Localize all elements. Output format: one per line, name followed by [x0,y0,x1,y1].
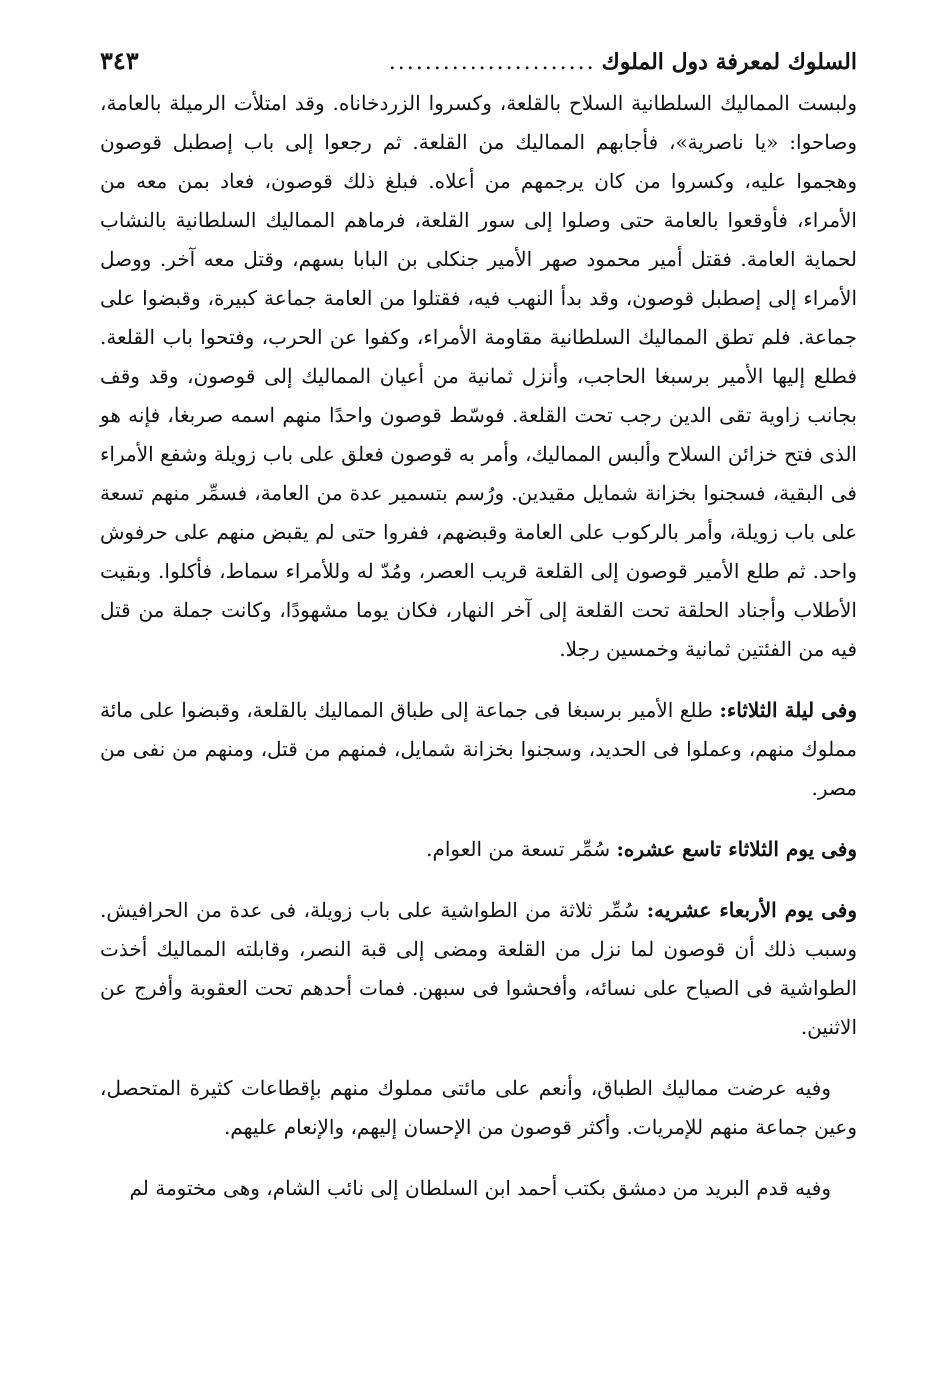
header-leader-dots: ....................... [388,50,596,75]
book-title: السلوك لمعرفة دول الملوك [601,49,857,75]
paragraph [100,691,857,808]
paragraph [100,830,857,869]
paragraph-text: طلع الأمير برسبغا فى جماعة إلى طباق المماليك بالقلعة، وقبضوا على مائة مملوك منهم، وعملوا فى الحديد، وسجنوا بخزانة شمايل، فمنهم من قتل، ومنهم من نفى من مصر. [100,698,857,800]
paragraph [100,1069,857,1147]
paragraph-text: ولبست المماليك السلطانية السلاح بالقلعة، وكسروا الزردخاناه. وقد امتلأت الرميلة بالعامة، وصاحوا: «يا ناصرية»، فأجابهم المماليك من القلعة. ثم رجعوا إلى باب إصطبل قوصون وهجموا عليه، وكسروا من كان يرجمهم من أعلاه. فبلغ ذلك قوصون، فعاد بمن معه من الأمراء، فأوقعوا بالعامة حتى وصلوا إلى سور القلعة، فرماهم المماليك السلطانية بالنشاب لحماية العامة. فقتل أمير محمود صهر الأمير جنكلى بن البابا بسهم، وقتل معه آخر. ووصل الأمراء إلى إصطبل قوصون، وقد بدأ النهب فيه، فقتلوا من العامة جماعة كبيرة، وقبضوا على جماعة. فلم تطق المماليك السلطانية مقاومة الأمراء، وكفوا عن الحرب، وفتحوا باب القلعة. فطلع إليها الأمير برسبغا الحاجب، وأنزل ثمانية من أعيان المماليك إلى قوصون، وقد وقف بجانب زاوية تقى الدين رجب تحت القلعة. فوسّط قوصون واحدًا منهم اسمه صربغا، فإنه هو الذى فتح خزائن السلاح وألبس المماليك، وأمر به قوصون فعلق على باب زويلة وشفع الأمراء فى البقية، فسجنوا بخزانة شمايل مقيدين. ورُسم بتسمير عدة من العامة، فسمِّر منهم تسعة على باب زويلة، وأمر بالركوب على العامة وقبضهم، ففروا حتى لم يقبض منهم على حرفوش واحد. ثم طلع الأمير قوصون إلى القلعة قريب العصر، ومُدّ له وللأمراء سماط، فأكلوا. وبقيت الأطلاب وأجناد الحلقة تحت القلعة إلى آخر النهار، فكان يوما مشهودًا، وكانت جملة من قتل فيه من الفئتين ثمانية وخمسين رجلا. [100,91,858,661]
paragraph [100,84,857,669]
paragraph-text: سُمِّر ثلاثة من الطواشية على باب زويلة، فى عدة من الحرافيش. وسبب ذلك أن قوصون لما نزل من القلعة ومضى إلى قبة النصر، وقابلته المماليك أخذت الطواشية فى الصياح على نسائه، وأفحشوا فى سبهن. فمات أحدهم تحت العقوبة وأفرج عن الاثنين. [100,898,857,1039]
page-body [100,84,857,1208]
paragraph-lead: وفى يوم الأربعاء عشريه: [646,898,857,922]
paragraph-lead: وفى يوم الثلاثاء تاسع عشره: [616,837,857,861]
paragraph-text: وفيه عرضت مماليك الطباق، وأنعم على مائتى مملوك منهم بإقطاعات كثيرة المتحصل، وعين جماعة منهم للإمريات. وأكثر قوصون من الإحسان إليهم، والإنعام عليهم. [100,1076,857,1139]
paragraph [100,1169,857,1208]
paragraph-lead: وفى ليلة الثلاثاء: [719,698,858,722]
paragraph-text: وفيه قدم البريد من دمشق بكتب أحمد ابن السلطان إلى نائب الشام، وهى مختومة لم [129,1176,831,1200]
paragraph-text: سُمِّر تسعة من العوام. [426,837,617,861]
running-header [100,38,857,84]
paragraph [100,891,857,1047]
page-number: ٣٤٣ [100,46,139,75]
